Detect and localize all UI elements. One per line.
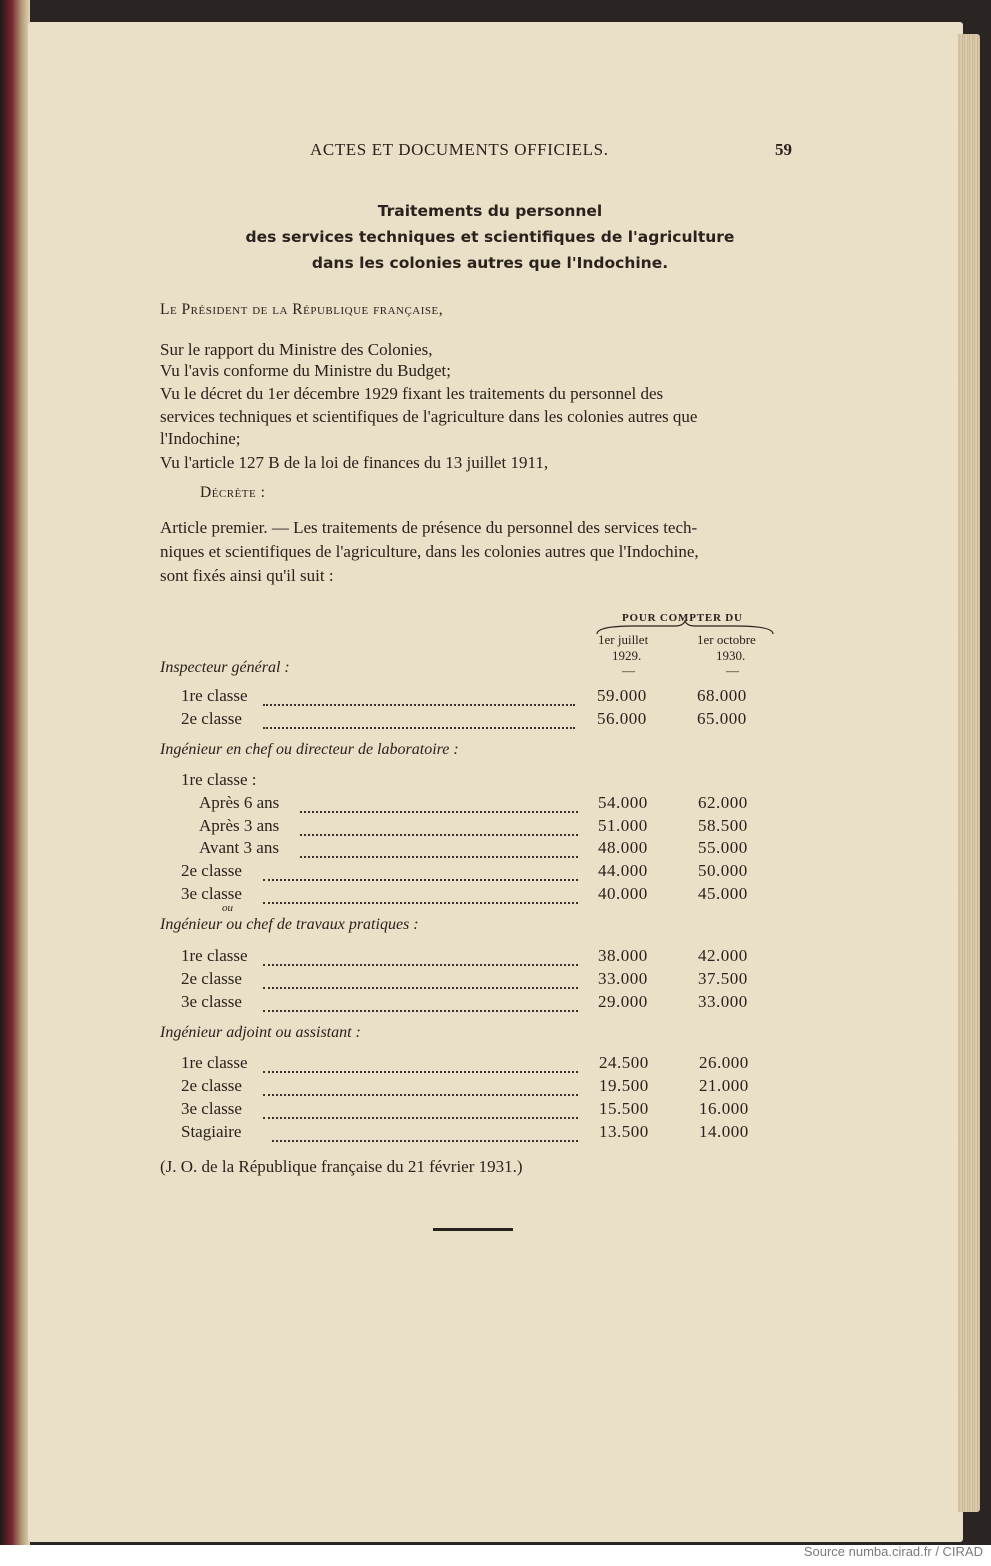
value-1930: 16.000 xyxy=(699,1099,749,1118)
value-1929: 29.000 xyxy=(598,992,648,1011)
row-label: 1re classe xyxy=(181,946,248,965)
col2-header-line2: 1930. xyxy=(716,648,746,663)
article-line-3: sont fixés ainsi qu'il suit : xyxy=(160,566,334,585)
value-1930: 45.000 xyxy=(698,884,748,903)
article-line-1: Article premier. — Les traitements de présence du personnel des services tech- xyxy=(160,518,698,537)
binding-edge xyxy=(0,0,30,1545)
row-label: Stagiaire xyxy=(181,1122,242,1141)
running-header: ACTES ET DOCUMENTS OFFICIELS. xyxy=(310,140,609,159)
value-1929: 51.000 xyxy=(598,816,648,835)
dot-leader xyxy=(263,970,578,989)
title-line-2: des services techniques et scientifiques de l'agriculture xyxy=(245,228,735,246)
row-label: 1re classe : xyxy=(181,770,257,789)
dot-leader xyxy=(300,817,578,836)
col1-header-line2: 1929. xyxy=(612,648,642,663)
source-credit: Source numba.cirad.fr / CIRAD xyxy=(803,1544,983,1559)
preamble-line-2: Vu l'avis conforme du Ministre du Budget; xyxy=(160,361,452,380)
row-label: 1re classe xyxy=(181,686,248,705)
section-heading-chef-travaux: Ingénieur ou chef de travaux pratiques : xyxy=(160,916,419,933)
col1-header-dash: — xyxy=(622,663,635,678)
dot-leader xyxy=(300,794,578,813)
col1-header-line1: 1er juillet xyxy=(598,632,649,647)
value-1929: 59.000 xyxy=(597,686,647,705)
value-1929: 15.500 xyxy=(599,1099,649,1118)
value-1930: 65.000 xyxy=(697,709,747,728)
president-line: Le Président de la République française, xyxy=(160,301,444,318)
value-1929: 48.000 xyxy=(598,838,648,857)
page-number: 59 xyxy=(775,140,792,159)
row-label: Avant 3 ans xyxy=(199,838,279,857)
value-1930: 33.000 xyxy=(698,992,748,1011)
preamble-line-1: Sur le rapport du Ministre des Colonies, xyxy=(160,340,433,359)
col2-header-line1: 1er octobre xyxy=(697,632,756,647)
value-1929: 24.500 xyxy=(599,1053,649,1072)
row-label: Après 3 ans xyxy=(199,816,280,835)
page-stack-edge xyxy=(958,34,980,1512)
title-line-1: Traitements du personnel xyxy=(377,202,603,220)
dot-leader xyxy=(263,885,578,904)
dot-leader xyxy=(263,1077,578,1096)
table-group-header: POUR COMPTER DU xyxy=(622,612,743,624)
dot-leader xyxy=(263,710,575,729)
dot-leader xyxy=(272,1123,578,1142)
dot-leader xyxy=(300,839,578,858)
row-label: 1re classe xyxy=(181,1053,248,1072)
value-1929: 38.000 xyxy=(598,946,648,965)
value-1929: 13.500 xyxy=(599,1122,649,1141)
value-1929: 33.000 xyxy=(598,969,648,988)
value-1929: 40.000 xyxy=(598,884,648,903)
value-1930: 21.000 xyxy=(699,1076,749,1095)
row-label: 2e classe xyxy=(181,861,242,880)
preamble-line-4: services techniques et scientifiques de l'agriculture dans les colonies autres que xyxy=(160,407,698,426)
value-1929: 19.500 xyxy=(599,1076,649,1095)
section-heading-adjoint: Ingénieur adjoint ou assistant : xyxy=(160,1024,361,1041)
value-1930: 62.000 xyxy=(698,793,748,812)
value-1930: 42.000 xyxy=(698,946,748,965)
dot-leader xyxy=(263,993,578,1012)
preamble-line-6: Vu l'article 127 B de la loi de finances du 13 juillet 1911, xyxy=(160,453,549,472)
value-1930: 68.000 xyxy=(697,686,747,705)
closing-rule xyxy=(433,1228,513,1231)
row-label: Après 6 ans xyxy=(199,793,280,812)
value-1930: 26.000 xyxy=(699,1053,749,1072)
handwritten-correction: ou xyxy=(222,902,233,914)
row-label: 2e classe xyxy=(181,709,242,728)
value-1930: 14.000 xyxy=(699,1122,749,1141)
row-label: 3e classe xyxy=(181,1099,242,1118)
value-1930: 55.000 xyxy=(698,838,748,857)
row-label: 3e classe xyxy=(181,884,242,903)
value-1930: 50.000 xyxy=(698,861,748,880)
dot-leader xyxy=(263,862,578,881)
value-1930: 58.500 xyxy=(698,816,748,835)
row-label: 3e classe xyxy=(181,992,242,1011)
preamble-line-5: l'Indochine; xyxy=(160,429,241,448)
decrete-line: Décrète : xyxy=(200,484,266,501)
section-heading-inspecteur: Inspecteur général : xyxy=(160,659,290,676)
row-label: 2e classe xyxy=(181,1076,242,1095)
row-label: 2e classe xyxy=(181,969,242,988)
section-heading-ingenieur-en-chef: Ingénieur en chef ou directeur de laboratoire : xyxy=(160,741,459,758)
source-note: (J. O. de la République française du 21 février 1931.) xyxy=(160,1157,523,1176)
value-1929: 54.000 xyxy=(598,793,648,812)
dot-leader xyxy=(263,1054,578,1073)
value-1929: 44.000 xyxy=(598,861,648,880)
article-line-2: niques et scientifiques de l'agriculture, dans les colonies autres que l'Indochine, xyxy=(160,542,699,561)
value-1929: 56.000 xyxy=(597,709,647,728)
dot-leader xyxy=(263,687,575,706)
title-line-3: dans les colonies autres que l'Indochine. xyxy=(311,254,669,272)
dot-leader xyxy=(263,1100,578,1119)
value-1930: 37.500 xyxy=(698,969,748,988)
dot-leader xyxy=(263,947,578,966)
col2-header-dash: — xyxy=(726,663,739,678)
preamble-line-3: Vu le décret du 1er décembre 1929 fixant les traitements du personnel des xyxy=(160,384,664,403)
book-page xyxy=(28,22,963,1542)
